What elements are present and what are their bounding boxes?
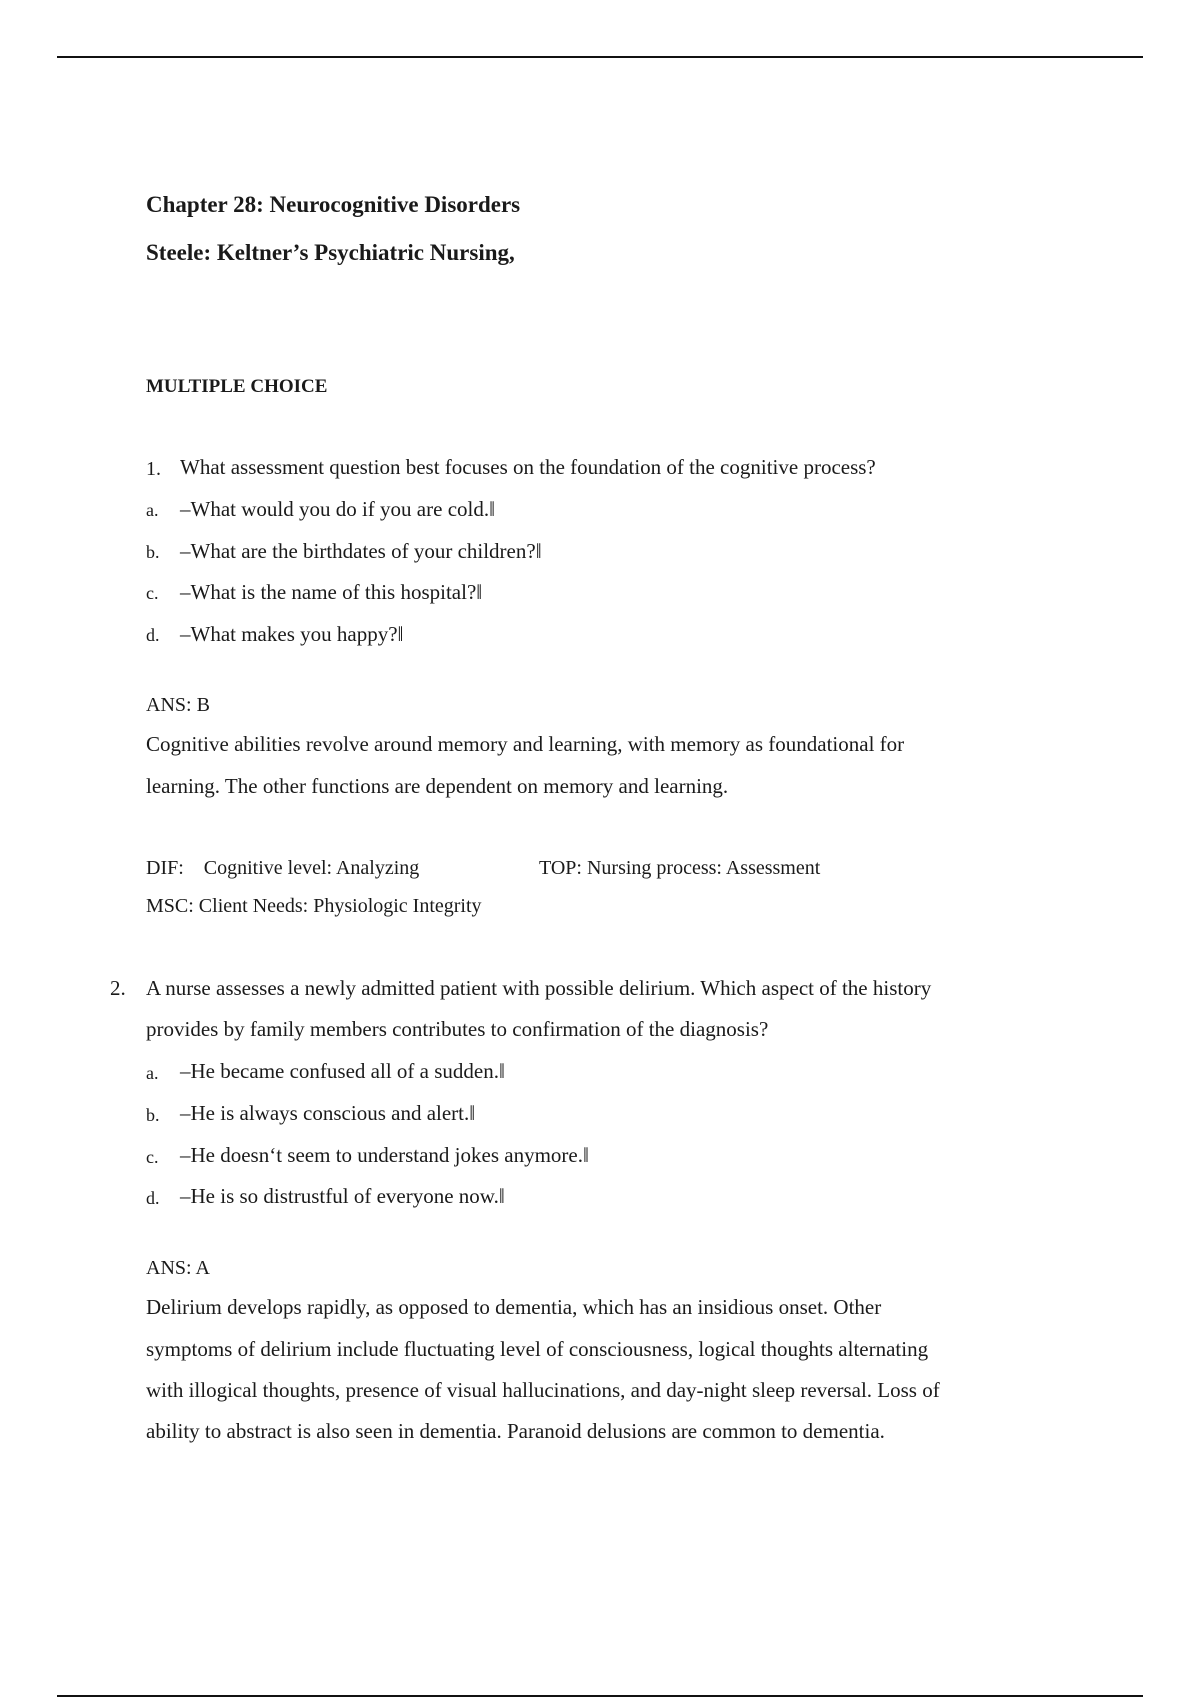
- rationale-line: ability to abstract is also seen in dementia. Paranoid delusions are common to dementia.: [146, 1419, 885, 1443]
- client-needs-meta: MSC: Client Needs: Physiologic Integrity: [146, 895, 482, 917]
- bottom-rule: [57, 1695, 1143, 1697]
- answer-key: ANS: B: [146, 694, 210, 716]
- question-stem-line: A nurse assesses a newly admitted patient with possible delirium. Which aspect of the history: [146, 976, 932, 1000]
- option-text: –He is always conscious and alert.‖: [180, 1101, 476, 1125]
- question-stem: What assessment question best focuses on the foundation of the cognitive process?: [180, 455, 876, 479]
- answer-key: ANS: A: [146, 1257, 210, 1279]
- option-text: –What is the name of this hospital?‖: [180, 580, 483, 604]
- rationale-line: symptoms of delirium include fluctuating level of consciousness, logical thoughts alternating: [146, 1337, 929, 1361]
- section-heading: MULTIPLE CHOICE: [146, 376, 328, 397]
- rationale-line: Cognitive abilities revolve around memory and learning, with memory as foundational for: [146, 732, 905, 756]
- option-text: –What makes you happy?‖: [180, 622, 404, 646]
- top-rule: [57, 56, 1143, 58]
- rationale-line: learning. The other functions are dependent on memory and learning.: [146, 774, 729, 798]
- option-text: –What would you do if you are cold.‖: [180, 497, 495, 521]
- option-letter: b.: [146, 542, 160, 562]
- option-text: –He doesn‘t seem to understand jokes anymore.‖: [180, 1143, 589, 1167]
- option-letter: c.: [146, 1147, 159, 1167]
- option-letter: c.: [146, 583, 159, 603]
- option-text: –He became confused all of a sudden.‖: [180, 1059, 505, 1083]
- option-text: –He is so distrustful of everyone now.‖: [180, 1184, 505, 1208]
- rationale-line: Delirium develops rapidly, as opposed to dementia, which has an insidious onset. Other: [146, 1295, 882, 1319]
- difficulty-meta: DIF: Cognitive level: Analyzing: [146, 857, 420, 879]
- question-number: 2.: [110, 976, 126, 1000]
- question-stem-line: provides by family members contributes to confirmation of the diagnosis?: [146, 1017, 769, 1041]
- question-number: 1.: [146, 458, 161, 480]
- book-title: Steele: Keltner’s Psychiatric Nursing,: [146, 240, 515, 265]
- topic-meta: TOP: Nursing process: Assessment: [539, 857, 821, 879]
- option-letter: d.: [146, 625, 160, 645]
- option-letter: b.: [146, 1105, 160, 1125]
- option-text: –What are the birthdates of your children?‖: [180, 539, 542, 563]
- option-letter: a.: [146, 500, 159, 520]
- chapter-title: Chapter 28: Neurocognitive Disorders: [146, 192, 521, 217]
- option-letter: d.: [146, 1188, 160, 1208]
- option-letter: a.: [146, 1063, 159, 1083]
- rationale-line: with illogical thoughts, presence of visual hallucinations, and day-night sleep reversal. Loss of: [146, 1378, 940, 1402]
